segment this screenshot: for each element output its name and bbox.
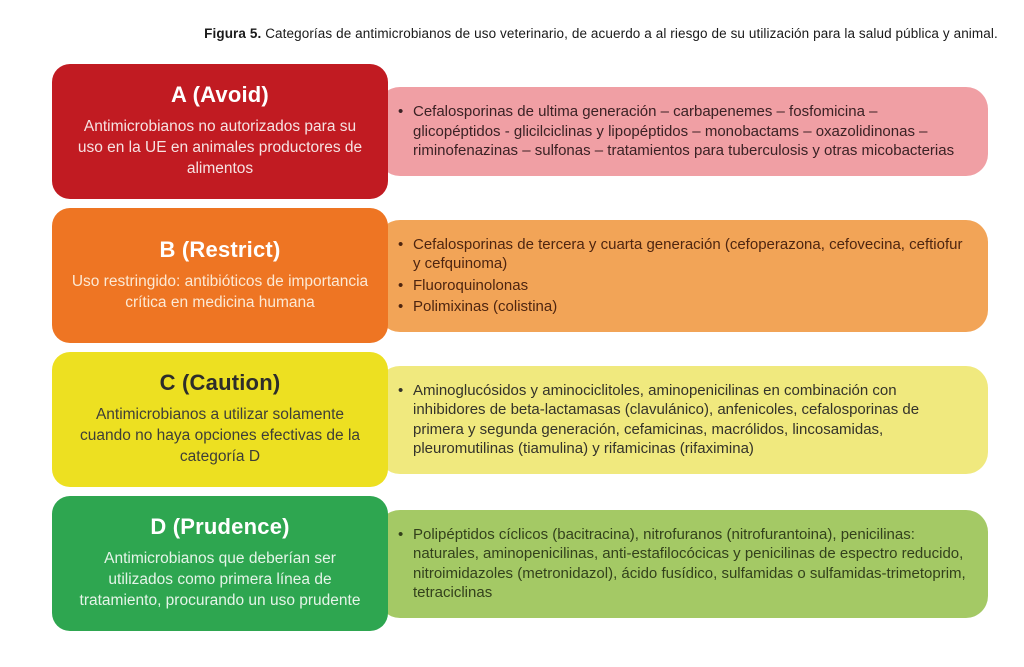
category-title-d: D (Prudence) bbox=[150, 514, 290, 540]
category-title-a: A (Avoid) bbox=[171, 82, 269, 108]
items-panel-a bbox=[378, 87, 988, 176]
list-item: • Polimixinas (colistina) bbox=[396, 297, 966, 317]
category-description-a: Antimicrobianos no autorizados para su uso en la UE en animales productores de alimentos bbox=[77, 118, 363, 177]
category-row-d bbox=[52, 496, 988, 631]
list-item: • Polipéptidos cíclicos (bacitracina), nitrofuranos (nitrofurantoina), penicilinas: naturales, aminopenicilinas, anti-estafilocócicas y penicilinas de espectro reducido, nitroimidazoles (metronidazol), ácido fusídico, sulfamidas o sulfamidas-trimetoprim, tetraciclinas bbox=[396, 525, 966, 603]
list-item: • Aminoglucósidos y aminociclitoles, aminopenicilinas en combinación con inhibidores de beta-lactamasas (clavulánico), anfenicoles, cefalosporinas de primera y segunda generación, cefamicinas, macrólidos, lincosamidas, pleuromutilinas (tiamulina) y rifamicinas (rifaximina) bbox=[396, 381, 966, 459]
category-box-b bbox=[52, 208, 388, 343]
category-description-c: Antimicrobianos a utilizar solamente cuando no haya opciones efectivas de la categoría D bbox=[79, 406, 361, 465]
figure-caption bbox=[89, 0, 1024, 41]
category-row-a bbox=[52, 64, 988, 199]
list-item: • Fluoroquinolonas bbox=[396, 276, 966, 296]
list-item: • Cefalosporinas de ultima generación – carbapenemes – fosfomicina – glicopéptidos - glicilciclinas y lipopéptidos – monobactams – oxazolidinonas – riminofenazinas – sulfonas – tratamientos para tuberculosis y otras micobacterias bbox=[396, 102, 966, 161]
category-box-a bbox=[52, 64, 388, 199]
figure-caption-text: Categorías de antimicrobianos de uso veterinario, de acuerdo a al riesgo de su utilización para la salud pública y animal. bbox=[261, 26, 998, 41]
category-row-c bbox=[52, 352, 988, 487]
category-description-d: Antimicrobianos que deberían ser utilizados como primera línea de tratamiento, procurando un uso prudente bbox=[79, 550, 361, 609]
list-item: • Cefalosporinas de tercera y cuarta generación (cefoperazona, cefovecina, ceftiofur y cefquinoma) bbox=[396, 235, 966, 274]
category-rows bbox=[52, 64, 988, 640]
items-list-a bbox=[396, 102, 966, 161]
category-title-b: B (Restrict) bbox=[159, 236, 281, 262]
items-panel-b bbox=[378, 220, 988, 332]
category-description-b: Uso restringido: antibióticos de importancia crítica en medicina humana bbox=[71, 272, 369, 311]
items-panel-d bbox=[378, 510, 988, 618]
category-title-c: C (Caution) bbox=[159, 370, 281, 396]
category-box-c bbox=[52, 352, 388, 487]
items-list-c bbox=[396, 381, 966, 459]
items-list-d bbox=[396, 525, 966, 603]
category-row-b bbox=[52, 208, 988, 343]
items-panel-c bbox=[378, 366, 988, 474]
category-box-d bbox=[52, 496, 388, 631]
items-list-b bbox=[396, 235, 966, 317]
figure-caption-label: Figura 5. bbox=[204, 26, 262, 41]
